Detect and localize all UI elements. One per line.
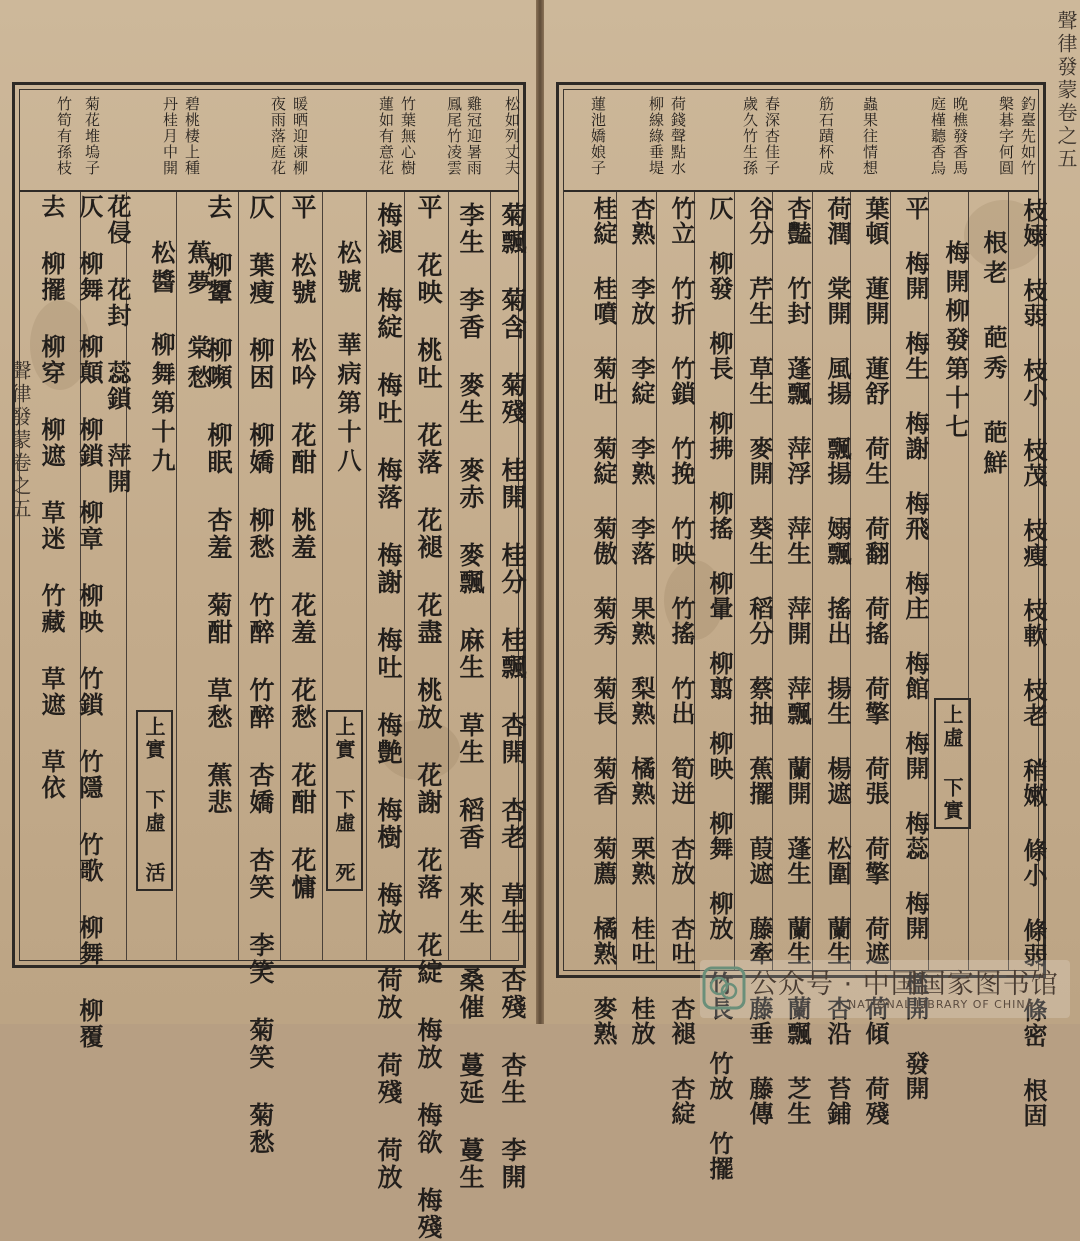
right-column: 平 梅開 梅生 梅謝 梅飛 梅庄 梅館 梅開 梅蕊 梅開 檻開 發開 — [901, 196, 930, 1101]
right-note: 歲久竹生孫 — [741, 96, 759, 176]
left-page — [0, 0, 536, 1241]
left-note: 竹筍有孫枝 — [55, 96, 73, 176]
right-column: 竹立 竹折 竹鎖 竹挽 竹映 竹搖 竹出 筍迸 杏放 杏吐 杏褪 杏綻 — [667, 196, 696, 1126]
left-page-frame — [12, 82, 527, 1241]
left-column: 去 柳擺 柳穿 柳遮 草迷 竹藏 草遮 草依 — [37, 194, 66, 801]
right-note: 筋石蹟杯成 — [817, 96, 835, 176]
right-column: 桂綻 桂噴 菊吐 菊綻 菊傲 菊秀 菊長 菊香 菊薦 橘熟 麥熟 — [589, 196, 618, 1046]
right-note: 柳線綠垂堤 — [647, 96, 665, 176]
right-column: 仄 柳發 柳長 柳拂 柳搖 柳暈 柳翦 柳映 柳舞 柳放 竹長 竹放 竹擺 — [705, 196, 734, 1181]
left-note: 碧桃棲上種 — [183, 96, 201, 176]
left-column: 菊飄 菊含 菊殘 桂開 桂分 桂飄 杏開 杏老 草生 杏殘 杏生 李開 — [498, 202, 527, 1191]
left-note: 鳳尾竹凌雲 — [445, 96, 463, 176]
left-note: 暖晒迎凍柳 — [291, 96, 309, 176]
left-note: 夜雨落庭花 — [269, 96, 287, 176]
right-section-title-17: 梅開柳發第十七 — [941, 240, 970, 443]
watermark-subtext: NATIONAL LIBRARY OF CHINA — [848, 998, 1035, 1011]
left-section-title-19: 松醬 柳舞第十九 — [147, 240, 176, 477]
left-column: 花侵 花封 蕊鎖 萍開 — [103, 194, 132, 495]
left-note: 丹桂月中開 — [161, 96, 179, 176]
right-note: 槃碁字何圓 — [997, 96, 1015, 176]
right-column: 杏豔 竹封 蓬飄 萍浮 萍生 萍開 萍飄 蘭開 蓬生 蘭生 蘭飄 芝生 — [783, 196, 812, 1126]
left-note: 松如列丈夫 — [503, 96, 521, 176]
right-note: 晚樵發香馬 — [951, 96, 969, 176]
right-margin-text: 聲律發蒙卷之五 — [1054, 10, 1078, 171]
left-column: 梅褪 梅綻 梅吐 梅落 梅謝 梅吐 梅艶 梅樹 梅放 荷放 荷殘 荷放 — [374, 202, 403, 1191]
right-rule-box: 上虛 下實 — [934, 698, 971, 829]
left-rule-box-2: 上實 下虛 活 — [136, 710, 173, 891]
left-column: 平 松號 松吟 花酣 桃羞 花羞 花愁 花酣 花慵 — [288, 194, 317, 901]
right-page — [544, 0, 1080, 1181]
left-margin-text: 聲律發蒙卷之五 — [8, 360, 32, 521]
right-note: 蟲果往情想 — [861, 96, 879, 176]
right-column: 杏熟 李放 李綻 李熟 李落 果熟 梨熟 橘熟 栗熟 桂吐 桂放 — [627, 196, 656, 1046]
right-header-notes — [564, 90, 1038, 192]
left-note: 菊花堆塢子 — [83, 96, 101, 176]
right-note: 庭槿聽香烏 — [929, 96, 947, 176]
left-column: 平 花映 桃吐 花落 花褪 花盡 桃放 花謝 花落 花綻 梅放 梅欲 梅殘 — [414, 194, 443, 1241]
left-note: 雞冠迎暑雨 — [465, 96, 483, 176]
left-column: 蕉夢 棠愁 — [183, 240, 212, 395]
right-note: 春深杏佳子 — [763, 96, 781, 176]
book-gutter — [536, 0, 544, 1024]
right-column: 葉頓 蓮開 蓮舒 荷生 荷翻 荷搖 荷擎 荷張 荷擎 荷遮 荷傾 荷殘 — [861, 196, 890, 1126]
left-column: 李生 李香 麥生 麥赤 麥飄 麻生 草生 稻香 來生 桑催 蔓延 蔓生 — [456, 202, 485, 1191]
right-column: 根老 葩秀 葩鮮 — [979, 230, 1008, 480]
left-column: 去 柳顰 柳嚬 柳眠 杏羞 菊酣 草愁 蕉悲 — [204, 194, 233, 816]
left-note: 竹葉無心樹 — [399, 96, 417, 176]
right-note: 釣臺先如竹 — [1019, 96, 1037, 176]
right-note: 蓮池嬌娘子 — [589, 96, 607, 176]
left-column: 仄 柳舞 柳顛 柳鎖 柳章 柳映 竹鎖 竹隱 竹歌 柳舞 柳覆 — [75, 194, 104, 1050]
left-section-title-18: 松號 華病第十八 — [333, 240, 362, 477]
left-rule-box-1: 上實 下虛 死 — [326, 710, 363, 891]
left-header-notes — [20, 90, 521, 192]
left-column: 仄 葉瘦 柳困 柳嬌 柳愁 竹醉 竹醉 杏嬌 杏笑 李笑 菊笑 菊愁 — [246, 194, 275, 1156]
right-column: 枝嫋 枝弱 枝小 枝茂 枝瘦 枝軟 枝老 稍嫩 條小 條弱 條密 根固 — [1019, 198, 1048, 1128]
right-column: 谷分 芹生 草生 麥開 葵生 稻分 蔡抽 蕉擺 葭遮 藤牽 藤垂 藤傳 — [745, 196, 774, 1126]
left-note: 蓮如有意花 — [377, 96, 395, 176]
watermark-text: 公众号 · 中国国家图书馆 — [750, 969, 1059, 1000]
right-note: 荷錢聲點水 — [669, 96, 687, 176]
wechat-logo-icon — [702, 966, 746, 1010]
right-column: 荷潤 棠開 風揚 飄揚 嫋飄 搖出 揚生 楊遮 松圍 蘭生 杏沿 苔鋪 — [823, 196, 852, 1126]
